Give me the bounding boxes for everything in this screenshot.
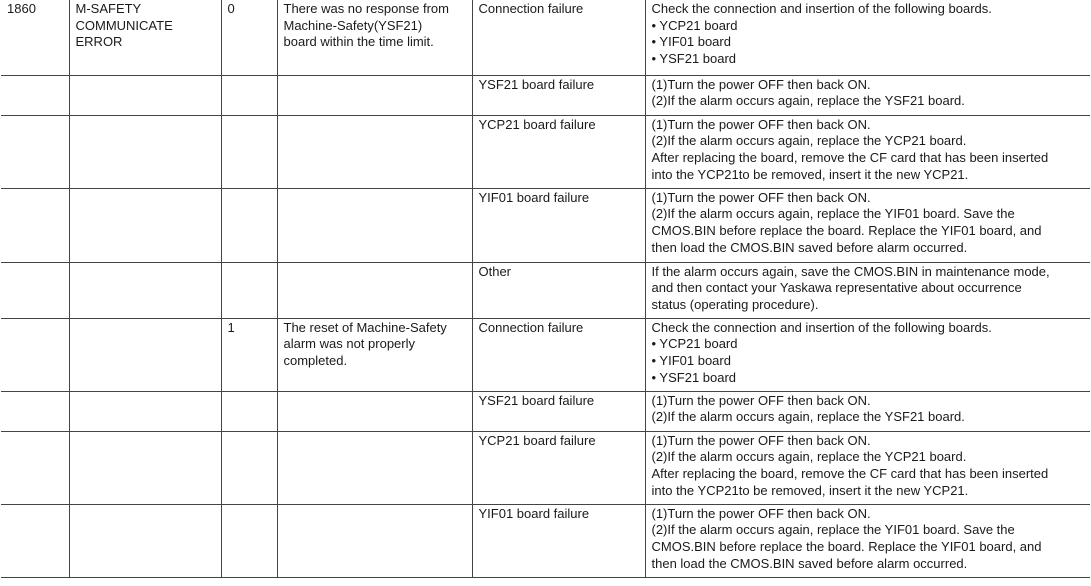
sub-code-cell (221, 262, 277, 318)
meaning-cell (277, 188, 472, 262)
remedy-cell (645, 115, 1090, 188)
remedy-line: status (operating procedure). (651, 296, 819, 312)
remedy-line: then load the CMOS.BIN saved before alarm occurred. (651, 239, 968, 255)
cause-cell (472, 318, 645, 391)
table-row (1, 262, 1090, 318)
meaning-line: There was no response from (283, 1, 449, 16)
remedy-line: Check the connection and insertion of the following boards. (651, 1, 992, 16)
remedy-line: Check the connection and insertion of the following boards. (651, 319, 992, 335)
table-row (1, 188, 1090, 262)
remedy-cell (645, 75, 1090, 115)
cause-text: Connection failure (478, 1, 584, 16)
remedy-line: (1)Turn the power OFF then back ON. (651, 116, 871, 132)
cause-text: YIF01 board failure (478, 189, 590, 205)
table-row (1, 391, 1090, 431)
remedy-cell (645, 391, 1090, 431)
remedy-line: into the YCP21to be removed, insert it the new YCP21. (651, 166, 969, 182)
meaning-cell (277, 391, 472, 431)
sub-code: 0 (227, 1, 235, 16)
alarm-name-cell (69, 391, 221, 431)
meaning-line: board within the time limit. (283, 34, 434, 50)
meaning-line: Machine-Safety(YSF21) (283, 17, 423, 33)
sub-code-cell (221, 0, 277, 75)
alarm-number-cell (1, 188, 69, 262)
remedy-line: (2)If the alarm occurs again, replace the YCP21 board. (651, 133, 967, 149)
alarm-number-cell (1, 431, 69, 504)
remedy-line: (1)Turn the power OFF then back ON. (651, 432, 871, 448)
alarm-number-cell (1, 115, 69, 188)
cause-cell (472, 262, 645, 318)
cause-text: YSF21 board failure (478, 76, 595, 92)
alarm-name-cell (69, 504, 221, 577)
remedy-cell (645, 504, 1090, 577)
table-row (1, 0, 1090, 75)
alarm-number-cell (1, 318, 69, 391)
table-row (1, 318, 1090, 391)
alarm-number-cell (1, 504, 69, 577)
cause-cell (472, 75, 645, 115)
remedy-cell (645, 188, 1090, 262)
cause-cell (472, 504, 645, 577)
table-row (1, 504, 1090, 577)
remedy-line: • YIF01 board (651, 34, 731, 50)
meaning-cell (277, 115, 472, 188)
cause-text: YIF01 board failure (478, 505, 590, 521)
alarm-name-cell (69, 75, 221, 115)
cause-cell (472, 391, 645, 431)
remedy-line: If the alarm occurs again, save the CMOS.BIN in maintenance mode, (651, 263, 1050, 279)
alarm-number-cell (1, 75, 69, 115)
alarm-number-cell (1, 0, 69, 75)
sub-code-cell (221, 115, 277, 188)
alarm-number-cell (1, 262, 69, 318)
sub-code-cell (221, 188, 277, 262)
table-row (1, 115, 1090, 188)
remedy-line: • YCP21 board (651, 336, 738, 352)
remedy-line: CMOS.BIN before replace the board. Replace the YIF01 board, and (651, 538, 1042, 554)
remedy-line: (1)Turn the power OFF then back ON. (651, 76, 871, 92)
meaning-cell (277, 262, 472, 318)
meaning-cell (277, 318, 472, 391)
remedy-line: (2)If the alarm occurs again, replace the YCP21 board. (651, 449, 967, 465)
alarm-name-line: M-SAFETY (75, 1, 142, 16)
alarm-number: 1860 (7, 1, 36, 16)
cause-text: YSF21 board failure (478, 392, 595, 408)
remedy-line: (1)Turn the power OFF then back ON. (651, 392, 871, 408)
alarm-table-body (1, 0, 1090, 577)
remedy-line: • YIF01 board (651, 352, 731, 368)
remedy-line: (1)Turn the power OFF then back ON. (651, 189, 871, 205)
sub-code-cell (221, 431, 277, 504)
remedy-line: (2)If the alarm occurs again, replace the YSF21 board. (651, 409, 965, 425)
table-row (1, 431, 1090, 504)
remedy-cell (645, 431, 1090, 504)
meaning-line: alarm was not properly (283, 336, 415, 352)
alarm-name-line: ERROR (75, 34, 123, 50)
meaning-line: The reset of Machine-Safety (283, 319, 447, 335)
remedy-line: • YCP21 board (651, 17, 738, 33)
remedy-line: After replacing the board, remove the CF card that has been inserted (651, 465, 1049, 481)
remedy-line: • YSF21 board (651, 51, 737, 67)
sub-code: 1 (227, 319, 235, 335)
alarm-number-cell (1, 391, 69, 431)
alarm-name-cell (69, 431, 221, 504)
alarm-table (1, 0, 1090, 578)
meaning-cell (277, 75, 472, 115)
remedy-line: • YSF21 board (651, 369, 737, 385)
alarm-name-cell (69, 318, 221, 391)
meaning-cell (277, 0, 472, 75)
cause-cell (472, 431, 645, 504)
alarm-name-line: COMMUNICATE (75, 17, 173, 33)
sub-code-cell (221, 504, 277, 577)
remedy-line: (2)If the alarm occurs again, replace the YSF21 board. (651, 93, 965, 109)
cause-cell (472, 0, 645, 75)
cause-text: Connection failure (478, 319, 584, 335)
cause-cell (472, 115, 645, 188)
remedy-line: (1)Turn the power OFF then back ON. (651, 505, 871, 521)
alarm-name-cell (69, 0, 221, 75)
sub-code-cell (221, 75, 277, 115)
table-row (1, 75, 1090, 115)
meaning-line: completed. (283, 352, 348, 368)
remedy-cell (645, 318, 1090, 391)
cause-text: YCP21 board failure (478, 116, 596, 132)
sub-code-cell (221, 318, 277, 391)
remedy-line: CMOS.BIN before replace the board. Replace the YIF01 board, and (651, 222, 1042, 238)
meaning-cell (277, 504, 472, 577)
meaning-cell (277, 431, 472, 504)
sub-code-cell (221, 391, 277, 431)
alarm-name-cell (69, 262, 221, 318)
remedy-line: (2)If the alarm occurs again, replace the YIF01 board. Save the (651, 522, 1015, 538)
remedy-line: into the YCP21to be removed, insert it the new YCP21. (651, 482, 969, 498)
alarm-name-cell (69, 188, 221, 262)
alarm-name-cell (69, 115, 221, 188)
cause-text: YCP21 board failure (478, 432, 596, 448)
cause-cell (472, 188, 645, 262)
remedy-cell (645, 262, 1090, 318)
remedy-line: then load the CMOS.BIN saved before alarm occurred. (651, 555, 968, 571)
remedy-line: (2)If the alarm occurs again, replace the YIF01 board. Save the (651, 206, 1015, 222)
remedy-line: and then contact your Yaskawa representative about occurrence (651, 280, 1022, 296)
remedy-cell (645, 0, 1090, 75)
cause-text: Other (478, 263, 512, 279)
remedy-line: After replacing the board, remove the CF card that has been inserted (651, 149, 1049, 165)
